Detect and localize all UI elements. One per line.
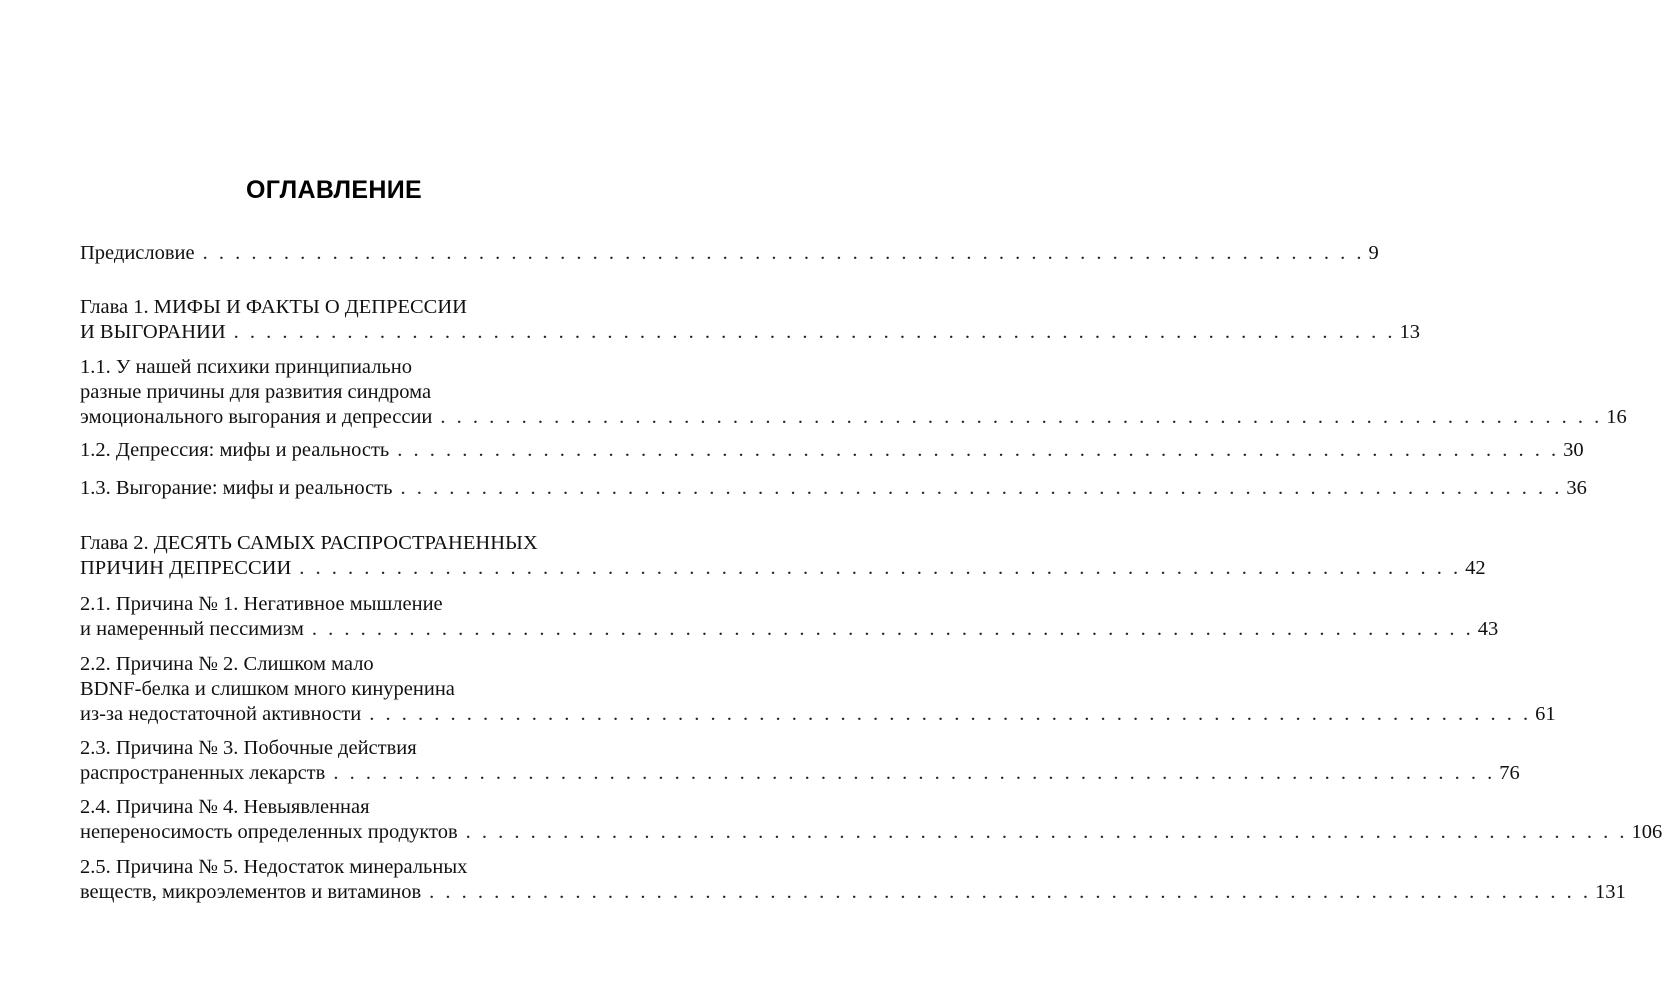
page-number: 36 (1566, 477, 1587, 499)
page-number: 30 (1563, 439, 1584, 461)
toc-entry-title: 1.1. У нашей психики принципиально (80, 356, 413, 378)
dot-leader: . . . . . . . . . . . . . . . . . . . . . . . . . . . . . . . . . . . . . . . . . . . . . . . . . . . . . . . . . . . . . . . . . . . . . . . . (440, 406, 1603, 428)
page-title: ОГЛАВЛЕНИЕ (246, 176, 422, 204)
dot-leader: . . . . . . . . . . . . . . . . . . . . . . . . . . . . . . . . . . . . . . . . . . . . . . . . . . . . . . . . . . . . . . . . . . . . . . . . (397, 439, 1560, 461)
toc-entry-title: 2.1. Причина № 1. Негативное мышление (80, 593, 443, 615)
toc-entry-chapter-1[interactable] (80, 295, 1420, 345)
page-number: 42 (1465, 557, 1486, 579)
page-number: 43 (1477, 618, 1499, 640)
toc-entry-title: 1.3. Выгорание: мифы и реальность (80, 477, 393, 499)
toc-entry-1-3[interactable] (80, 476, 1587, 501)
dot-leader: . . . . . . . . . . . . . . . . . . . . . . . . . . . . . . . . . . . . . . . . . . . . . . . . . . . . . . . . . . . . . . . . . . . . . . . . (333, 762, 1496, 784)
toc-entry-title: разные причины для развития синдрома (80, 381, 432, 403)
toc-entry-title: непереносимость определенных продуктов (80, 821, 458, 843)
page-number: 13 (1399, 321, 1420, 343)
dot-leader: . . . . . . . . . . . . . . . . . . . . . . . . . . . . . . . . . . . . . . . . . . . . . . . . . . . . . . . . . . . . . . . . . . . . . . . . (311, 618, 1474, 640)
toc-entry-title: 1.2. Депрессия: мифы и реальность (80, 439, 390, 461)
toc-entry-title: 2.4. Причина № 4. Невыявленная (80, 796, 370, 818)
toc-entry-1-1[interactable] (80, 355, 1627, 430)
dot-leader: . . . . . . . . . . . . . . . . . . . . . . . . . . . . . . . . . . . . . . . . . . . . . . . . . . . . . . . . . . . . . . . . . . . . . . . . (400, 477, 1563, 499)
toc-entry-title: И ВЫГОРАНИИ (80, 321, 226, 343)
toc-entry-2-3[interactable] (80, 736, 1520, 786)
dot-leader: . . . . . . . . . . . . . . . . . . . . . . . . . . . . . . . . . . . . . . . . . . . . . . . . . . . . . . . . . . . . . . . . . . . . . . . . (465, 821, 1628, 843)
toc-entry-2-5[interactable] (80, 855, 1626, 905)
toc-entry-2-4[interactable] (80, 795, 1662, 845)
toc-entry-title: Глава 1. МИФЫ И ФАКТЫ О ДЕПРЕССИИ (80, 296, 467, 318)
page-number: 76 (1499, 762, 1520, 784)
toc-entry-title: веществ, микроэлементов и витаминов (80, 881, 422, 903)
toc-entry-2-1[interactable] (80, 592, 1499, 642)
toc-entry-title: BDNF-белка и слишком много кинуренина (80, 678, 455, 700)
page-number: 61 (1535, 703, 1556, 725)
page-number: 131 (1595, 881, 1626, 903)
toc-entry-title: Предисловие (80, 242, 195, 264)
page-number: 9 (1368, 242, 1379, 264)
toc-entry-1-2[interactable] (80, 438, 1584, 463)
toc-entry-chapter-2[interactable] (80, 531, 1486, 581)
dot-leader: . . . . . . . . . . . . . . . . . . . . . . . . . . . . . . . . . . . . . . . . . . . . . . . . . . . . . . . . . . . . . . . . . . . . . . . . (233, 321, 1396, 343)
toc-entry-title: 2.5. Причина № 5. Недостаток минеральных (80, 856, 468, 878)
page-number: 106 (1631, 821, 1662, 843)
toc-entry-title: 2.2. Причина № 2. Слишком мало (80, 653, 374, 675)
toc-entry-title: ПРИЧИН ДЕПРЕССИИ (80, 557, 292, 579)
dot-leader: . . . . . . . . . . . . . . . . . . . . . . . . . . . . . . . . . . . . . . . . . . . . . . . . . . . . . . . . . . . . . . . . . . . . . . . . (369, 703, 1532, 725)
toc-entry-title: эмоционального выгорания и депрессии (80, 406, 433, 428)
toc-entry-title: распространенных лекарств (80, 762, 326, 784)
toc-entry-title: из-за недостаточной активности (80, 703, 362, 725)
toc-entry-2-2[interactable] (80, 652, 1556, 727)
toc-entry-title: Глава 2. ДЕСЯТЬ САМЫХ РАСПРОСТРАНЕННЫХ (80, 532, 538, 554)
dot-leader: . . . . . . . . . . . . . . . . . . . . . . . . . . . . . . . . . . . . . . . . . . . . . . . . . . . . . . . . . . . . . . . . . . . . . . . . (299, 557, 1462, 579)
page-number: 16 (1606, 406, 1627, 428)
toc-entry-title: и намеренный пессимизм (80, 618, 304, 640)
dot-leader: . . . . . . . . . . . . . . . . . . . . . . . . . . . . . . . . . . . . . . . . . . . . . . . . . . . . . . . . . . . . . . . . . . . . . . . . (202, 242, 1365, 264)
dot-leader: . . . . . . . . . . . . . . . . . . . . . . . . . . . . . . . . . . . . . . . . . . . . . . . . . . . . . . . . . . . . . . . . . . . . . . . . (429, 881, 1592, 903)
toc-entry-preface[interactable] (80, 241, 1379, 266)
toc-entry-title: 2.3. Причина № 3. Побочные действия (80, 737, 417, 759)
